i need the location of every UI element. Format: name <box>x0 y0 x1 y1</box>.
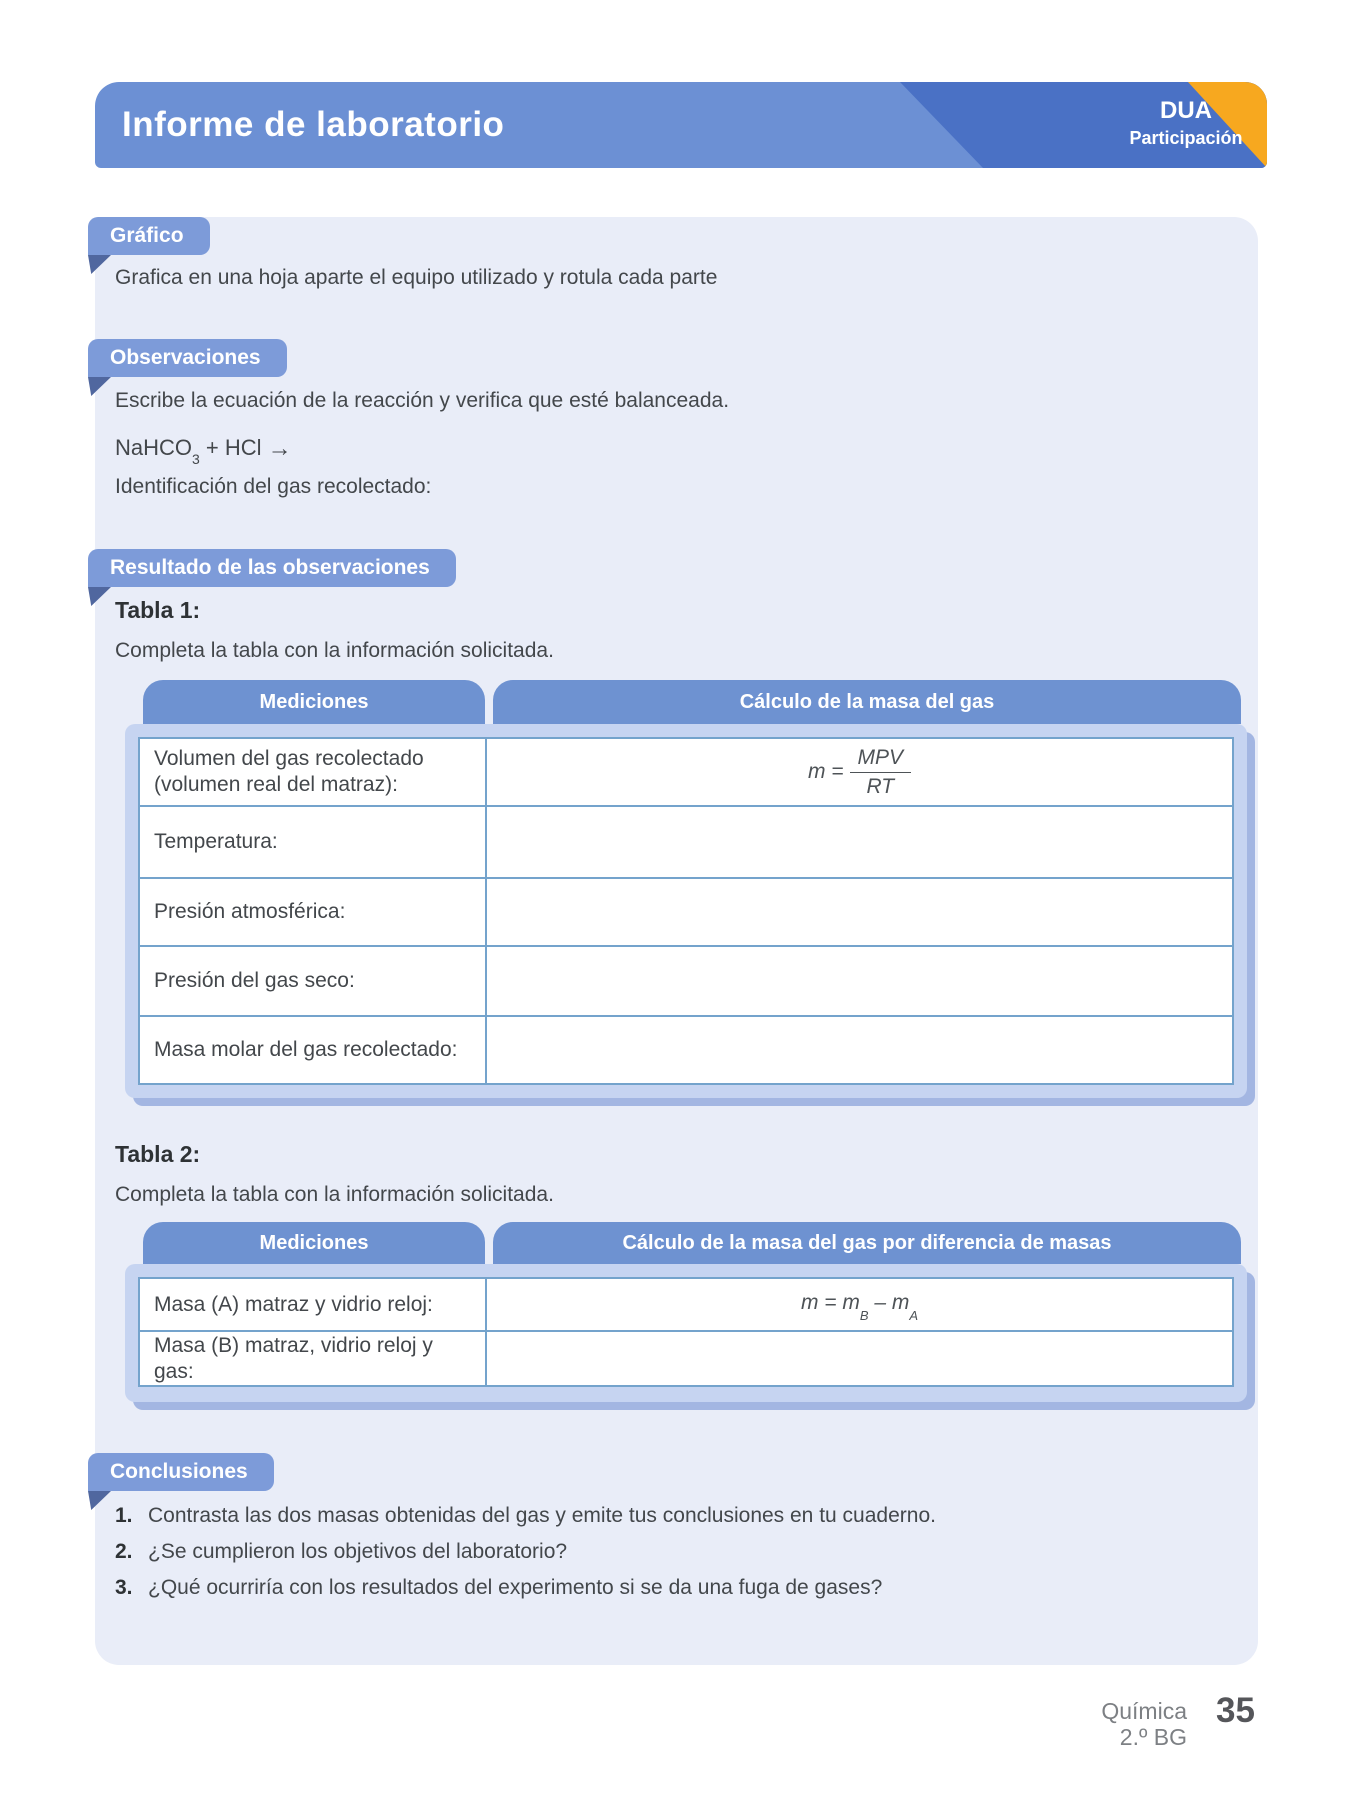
dua-badge-title: DUA <box>1160 97 1212 124</box>
grafico-instruction: Grafica en una hoja aparte el equipo utilizado y rotula cada parte <box>115 266 718 289</box>
conclusion-text: ¿Se cumplieron los objetivos del laboratorio? <box>148 1540 568 1563</box>
conclusion-number: 3. <box>115 1576 133 1599</box>
conclusion-number: 1. <box>115 1504 133 1527</box>
tabla1-row5-value <box>487 1017 1232 1083</box>
tabla1-row2-value <box>487 807 1232 877</box>
equation-subscript: 3 <box>192 451 200 468</box>
tabla2 <box>138 1277 1234 1387</box>
tabla1 <box>138 737 1234 1085</box>
observaciones-line1: Escribe la ecuación de la reacción y verifica que esté balanceada. <box>115 389 730 412</box>
tabla2-row2-label: Masa (B) matraz, vidrio reloj y gas: <box>140 1332 487 1385</box>
table-row <box>140 879 1232 947</box>
tabla2-panel <box>125 1264 1247 1402</box>
tabla2-label: Tabla 2: <box>115 1141 201 1167</box>
equation-base: NaHCO <box>115 435 193 460</box>
tabla1-label: Tabla 1: <box>115 597 201 623</box>
tabla2-header-mediciones: Mediciones <box>143 1222 485 1264</box>
tabla1-header-calculo: Cálculo de la masa del gas <box>493 680 1241 724</box>
conclusion-item-3 <box>115 1574 1195 1601</box>
section-chip-grafico <box>88 217 210 255</box>
page-title: Informe de laboratorio <box>122 105 505 144</box>
section-title-resultado: Resultado de las observaciones <box>110 556 430 579</box>
tabla1-row5-label: Masa molar del gas recolectado: <box>140 1017 487 1083</box>
tabla1-row1-label: Volumen del gas recolectado (volumen real del matraz): <box>140 739 487 805</box>
section-chip-conclusiones <box>88 1453 274 1491</box>
tabla1-row4-label: Presión del gas seco: <box>140 947 487 1015</box>
tabla1-panel <box>125 724 1247 1098</box>
mass-difference-formula <box>800 1291 919 1323</box>
table-row <box>140 947 1232 1017</box>
table-row <box>140 807 1232 879</box>
formula-part2: – m <box>868 1291 910 1315</box>
formula-denominator: RT <box>866 774 895 798</box>
section-chip-resultado <box>88 549 456 587</box>
formula-numerator: MPV <box>850 746 912 773</box>
conclusion-item-2 <box>115 1538 1195 1565</box>
table-row <box>140 1279 1232 1332</box>
table-row <box>140 1017 1232 1083</box>
tabla2-row1-value <box>487 1279 1232 1330</box>
tabla2-header-calculo: Cálculo de la masa del gas por diferencia de masas <box>493 1222 1241 1264</box>
formula-sub-a: A <box>909 1307 919 1323</box>
table-row <box>140 1332 1232 1385</box>
conclusion-number: 2. <box>115 1540 133 1563</box>
page-number: 35 <box>1216 1691 1255 1730</box>
conclusion-text: ¿Qué ocurriría con los resultados del experimento si se da una fuga de gases? <box>148 1576 883 1599</box>
formula-part1: m = m <box>800 1291 860 1315</box>
tabla1-header-mediciones: Mediciones <box>143 680 485 724</box>
footer-subject: Química <box>1101 1698 1187 1724</box>
mass-formula <box>808 746 911 799</box>
reaction-arrow-icon: → <box>267 435 292 462</box>
observaciones-line3: Identificación del gas recolectado: <box>115 475 432 498</box>
table-row <box>140 739 1232 807</box>
tabla1-row4-value <box>487 947 1232 1015</box>
tabla1-row1-value <box>487 739 1232 805</box>
chemical-equation <box>115 434 292 469</box>
tabla2-instruction: Completa la tabla con la información solicitada. <box>115 1183 554 1206</box>
section-title-conclusiones: Conclusiones <box>110 1460 248 1483</box>
footer-book-info <box>1101 1698 1187 1750</box>
formula-sub-b: B <box>859 1307 869 1323</box>
conclusion-text: Contrasta las dos masas obtenidas del gas y emite tus conclusiones en tu cuaderno. <box>148 1504 936 1527</box>
footer-grade: 2.º BG <box>1119 1724 1187 1750</box>
formula-lhs: m = <box>807 759 844 783</box>
tabla1-row2-label: Temperatura: <box>140 807 487 877</box>
section-chip-observaciones <box>88 339 287 377</box>
conclusion-item-1 <box>115 1502 1195 1529</box>
tabla1-row3-label: Presión atmosférica: <box>140 879 487 945</box>
tabla2-row1-label: Masa (A) matraz y vidrio reloj: <box>140 1279 487 1330</box>
tabla2-row2-value <box>487 1332 1232 1385</box>
dua-badge-subtitle: Participación <box>1129 128 1243 148</box>
tabla1-row3-value <box>487 879 1232 945</box>
formula-fraction <box>850 746 912 799</box>
section-title-grafico: Gráfico <box>110 224 184 247</box>
section-title-observaciones: Observaciones <box>110 346 261 369</box>
tabla1-instruction: Completa la tabla con la información solicitada. <box>115 639 554 662</box>
dua-badge <box>1101 96 1267 150</box>
header-banner <box>95 82 1267 168</box>
equation-rest: + HCl <box>199 435 268 460</box>
